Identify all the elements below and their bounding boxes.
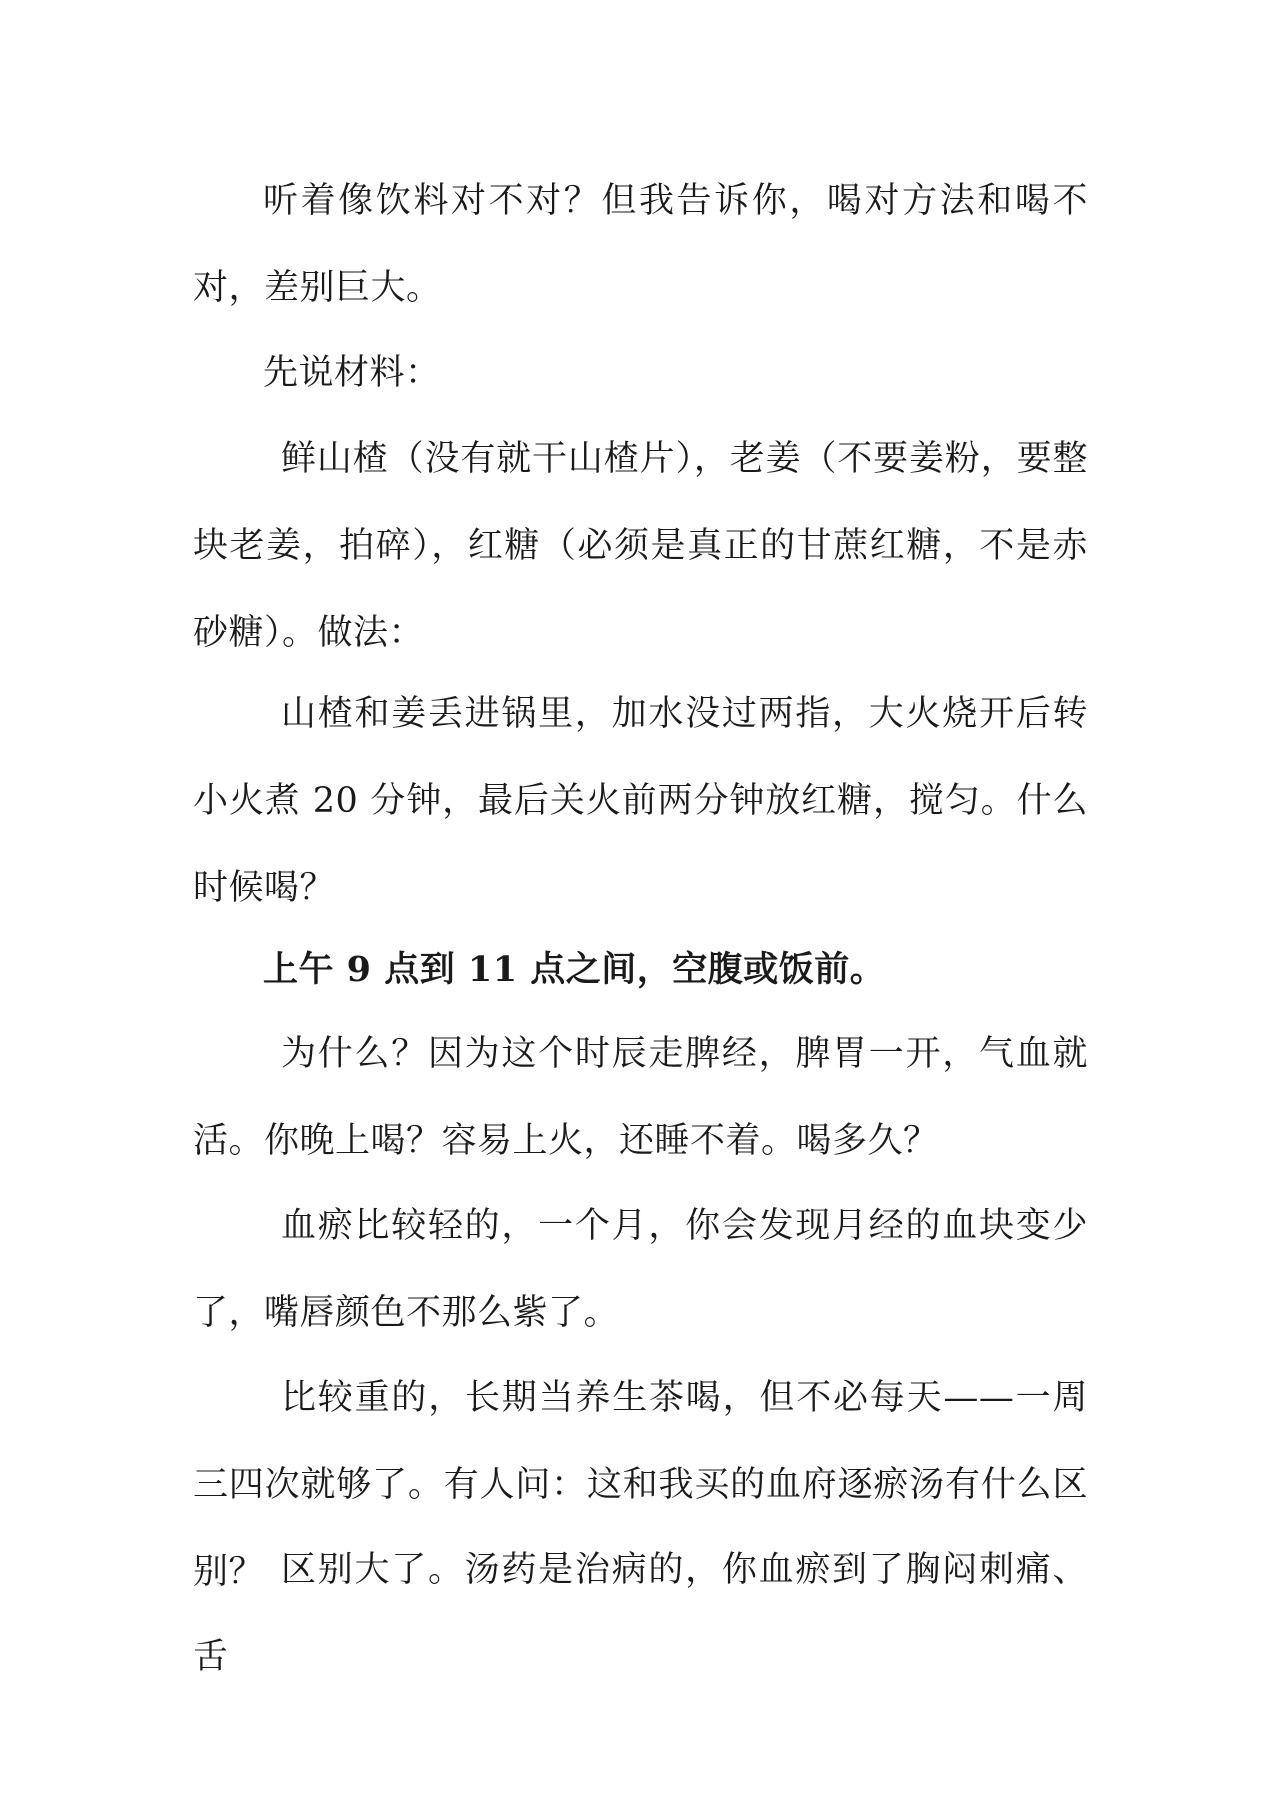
paragraph-8: 比较重的，长期当养生茶喝，但不必每天——一周三四次就够了。有人问：这和我买的血府逐瘀汤有什么区别？ [193, 1378, 1088, 1592]
paragraph-7: 血瘀比较轻的，一个月，你会发现月经的血块变少了，嘴唇颜色不那么紫了。 [193, 1206, 1088, 1333]
paragraph-6: 为什么？因为这个时辰走脾经，脾胃一开，气血就活。你晚上喝？容易上火，还睡不着。喝多久？ [193, 1034, 1088, 1161]
paragraph-3: 鲜山楂（没有就干山楂片），老姜（不要姜粉，要整块老姜，拍碎），红糖（必须是真正的甘蔗红糖，不是赤砂糖）。做法： [193, 439, 1088, 653]
paragraph-5-emphasis: 上午 9 点到 11 点之间，空腹或饭前。 [263, 949, 886, 990]
paragraph-2: 先说材料： [263, 353, 441, 393]
paragraph-1: 听着像饮料对不对？但我告诉你，喝对方法和喝不对，差别巨大。 [193, 181, 1088, 308]
paragraph-9: 区别大了。汤药是治病的，你血瘀到了胸闷刺痛、舌 [193, 1550, 1088, 1677]
paragraph-4: 山楂和姜丢进锅里，加水没过两指，大火烧开后转小火煮 20 分钟，最后关火前两分钟放红糖，搅匀。什么时候喝？ [193, 694, 1088, 908]
